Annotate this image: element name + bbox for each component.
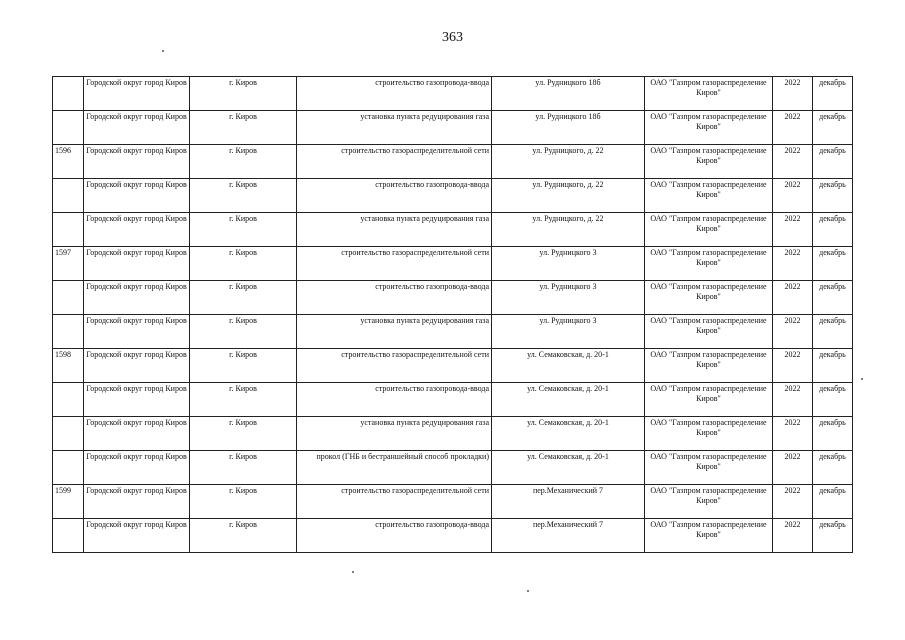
settlement-cell: г. Киров: [190, 417, 297, 451]
page-number: 363: [442, 30, 463, 45]
address-cell: пер.Механический 7: [492, 485, 645, 519]
municipality-cell: Городской округ город Киров: [84, 111, 190, 145]
table-row: [53, 111, 853, 145]
organization-cell: ОАО "Газпром газораспределение Киров": [645, 485, 773, 519]
address-cell: ул. Семаковская, д. 20-1: [492, 383, 645, 417]
address-cell: пер.Механический 7: [492, 519, 645, 553]
municipality-cell: Городской округ город Киров: [84, 485, 190, 519]
organization-cell: ОАО "Газпром газораспределение Киров": [645, 247, 773, 281]
work-type-cell: строительство газопровода-ввода: [297, 281, 492, 315]
address-cell: ул. Семаковская, д. 20-1: [492, 417, 645, 451]
address-cell: ул. Рудницкого 18б: [492, 77, 645, 111]
settlement-cell: г. Киров: [190, 485, 297, 519]
municipality-cell: Городской округ город Киров: [84, 315, 190, 349]
address-cell: ул. Рудницкого, д. 22: [492, 213, 645, 247]
municipality-cell: Городской округ город Киров: [84, 451, 190, 485]
municipality-cell: Городской округ город Киров: [84, 417, 190, 451]
scan-speck: [861, 378, 863, 380]
table-row: [53, 145, 853, 179]
address-cell: ул. Семаковская, д. 20-1: [492, 349, 645, 383]
organization-cell: ОАО "Газпром газораспределение Киров": [645, 349, 773, 383]
row-number: [53, 77, 84, 111]
month-cell: декабрь: [813, 315, 853, 349]
row-number: [53, 451, 84, 485]
row-number: [53, 417, 84, 451]
row-number: [53, 281, 84, 315]
row-number: 1599: [53, 485, 84, 519]
row-number: 1598: [53, 349, 84, 383]
year-cell: 2022: [773, 179, 813, 213]
row-number: 1596: [53, 145, 84, 179]
table-row: [53, 315, 853, 349]
row-number: [53, 111, 84, 145]
settlement-cell: г. Киров: [190, 179, 297, 213]
year-cell: 2022: [773, 315, 813, 349]
row-number: [53, 213, 84, 247]
month-cell: декабрь: [813, 213, 853, 247]
work-type-cell: установка пункта редуцирования газа: [297, 315, 492, 349]
table-row: [53, 179, 853, 213]
work-type-cell: прокол (ГНБ и бестраншейный способ прокладки): [297, 451, 492, 485]
year-cell: 2022: [773, 247, 813, 281]
year-cell: 2022: [773, 417, 813, 451]
table-row: [53, 247, 853, 281]
work-type-cell: установка пункта редуцирования газа: [297, 417, 492, 451]
municipality-cell: Городской округ город Киров: [84, 77, 190, 111]
work-type-cell: установка пункта редуцирования газа: [297, 111, 492, 145]
month-cell: декабрь: [813, 179, 853, 213]
month-cell: декабрь: [813, 281, 853, 315]
scan-speck: [162, 50, 164, 52]
organization-cell: ОАО "Газпром газораспределение Киров": [645, 213, 773, 247]
row-number: [53, 179, 84, 213]
year-cell: 2022: [773, 349, 813, 383]
municipality-cell: Городской округ город Киров: [84, 519, 190, 553]
month-cell: декабрь: [813, 485, 853, 519]
table-body: [53, 77, 853, 553]
work-type-cell: строительство газораспределительной сети: [297, 247, 492, 281]
table-row: [53, 519, 853, 553]
settlement-cell: г. Киров: [190, 77, 297, 111]
settlement-cell: г. Киров: [190, 281, 297, 315]
organization-cell: ОАО "Газпром газораспределение Киров": [645, 281, 773, 315]
table-row: [53, 281, 853, 315]
address-cell: ул. Рудницкого 3: [492, 315, 645, 349]
month-cell: декабрь: [813, 77, 853, 111]
settlement-cell: г. Киров: [190, 247, 297, 281]
scan-speck: [527, 590, 529, 592]
organization-cell: ОАО "Газпром газораспределение Киров": [645, 145, 773, 179]
work-type-cell: строительство газораспределительной сети: [297, 145, 492, 179]
municipality-cell: Городской округ город Киров: [84, 383, 190, 417]
month-cell: декабрь: [813, 451, 853, 485]
organization-cell: ОАО "Газпром газораспределение Киров": [645, 519, 773, 553]
month-cell: декабрь: [813, 383, 853, 417]
settlement-cell: г. Киров: [190, 111, 297, 145]
municipality-cell: Городской округ город Киров: [84, 145, 190, 179]
work-type-cell: строительство газораспределительной сети: [297, 485, 492, 519]
year-cell: 2022: [773, 451, 813, 485]
gasification-plan-table: [52, 76, 853, 553]
settlement-cell: г. Киров: [190, 519, 297, 553]
table-row: [53, 451, 853, 485]
year-cell: 2022: [773, 281, 813, 315]
organization-cell: ОАО "Газпром газораспределение Киров": [645, 179, 773, 213]
scan-speck: [352, 571, 354, 573]
municipality-cell: Городской округ город Киров: [84, 281, 190, 315]
municipality-cell: Городской округ город Киров: [84, 213, 190, 247]
row-number: [53, 383, 84, 417]
organization-cell: ОАО "Газпром газораспределение Киров": [645, 383, 773, 417]
organization-cell: ОАО "Газпром газораспределение Киров": [645, 77, 773, 111]
settlement-cell: г. Киров: [190, 349, 297, 383]
organization-cell: ОАО "Газпром газораспределение Киров": [645, 417, 773, 451]
organization-cell: ОАО "Газпром газораспределение Киров": [645, 315, 773, 349]
year-cell: 2022: [773, 213, 813, 247]
work-type-cell: строительство газопровода-ввода: [297, 519, 492, 553]
year-cell: 2022: [773, 111, 813, 145]
address-cell: ул. Рудницкого, д. 22: [492, 145, 645, 179]
table-row: [53, 485, 853, 519]
month-cell: декабрь: [813, 349, 853, 383]
month-cell: декабрь: [813, 145, 853, 179]
month-cell: декабрь: [813, 247, 853, 281]
work-type-cell: строительство газопровода-ввода: [297, 77, 492, 111]
municipality-cell: Городской округ город Киров: [84, 247, 190, 281]
address-cell: ул. Рудницкого 3: [492, 247, 645, 281]
row-number: 1597: [53, 247, 84, 281]
table-row: [53, 417, 853, 451]
table-row: [53, 213, 853, 247]
settlement-cell: г. Киров: [190, 145, 297, 179]
month-cell: декабрь: [813, 111, 853, 145]
month-cell: декабрь: [813, 519, 853, 553]
organization-cell: ОАО "Газпром газораспределение Киров": [645, 451, 773, 485]
month-cell: декабрь: [813, 417, 853, 451]
year-cell: 2022: [773, 519, 813, 553]
settlement-cell: г. Киров: [190, 315, 297, 349]
address-cell: ул. Рудницкого 3: [492, 281, 645, 315]
address-cell: ул. Рудницкого 18б: [492, 111, 645, 145]
settlement-cell: г. Киров: [190, 383, 297, 417]
work-type-cell: строительство газораспределительной сети: [297, 349, 492, 383]
settlement-cell: г. Киров: [190, 451, 297, 485]
work-type-cell: установка пункта редуцирования газа: [297, 213, 492, 247]
table-row: [53, 383, 853, 417]
row-number: [53, 315, 84, 349]
year-cell: 2022: [773, 485, 813, 519]
table-row: [53, 349, 853, 383]
work-type-cell: строительство газопровода-ввода: [297, 383, 492, 417]
year-cell: 2022: [773, 383, 813, 417]
municipality-cell: Городской округ город Киров: [84, 179, 190, 213]
work-type-cell: строительство газопровода-ввода: [297, 179, 492, 213]
year-cell: 2022: [773, 145, 813, 179]
row-number: [53, 519, 84, 553]
municipality-cell: Городской округ город Киров: [84, 349, 190, 383]
address-cell: ул. Семаковская, д. 20-1: [492, 451, 645, 485]
settlement-cell: г. Киров: [190, 213, 297, 247]
table-row: [53, 77, 853, 111]
year-cell: 2022: [773, 77, 813, 111]
organization-cell: ОАО "Газпром газораспределение Киров": [645, 111, 773, 145]
address-cell: ул. Рудницкого, д. 22: [492, 179, 645, 213]
